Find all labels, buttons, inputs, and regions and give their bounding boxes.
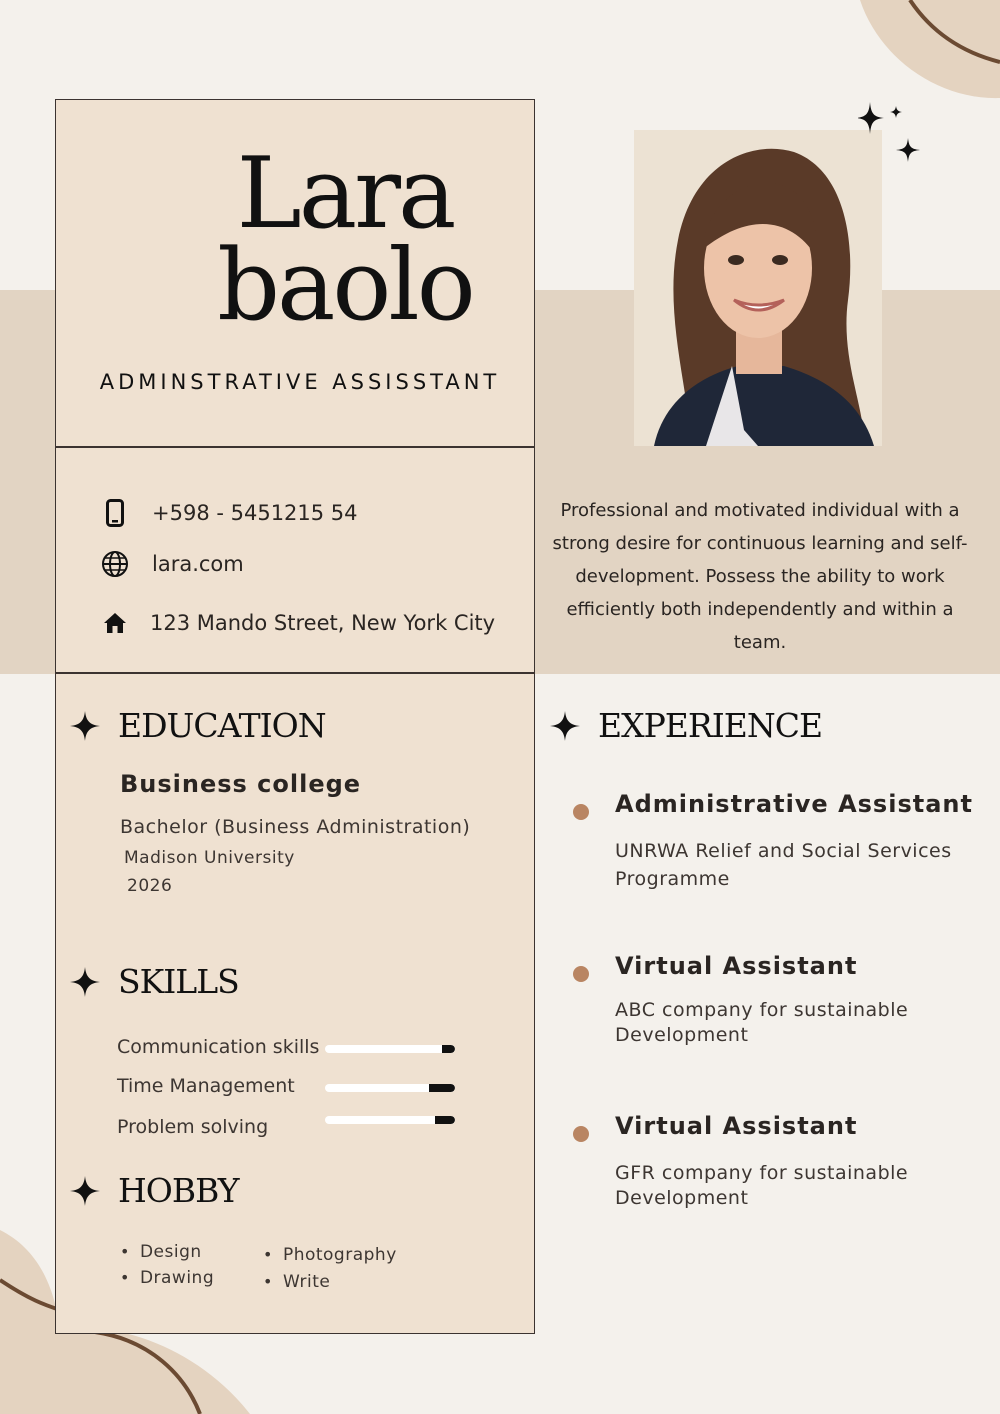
sparkle-cluster-icon	[858, 100, 924, 166]
bullet-dot	[573, 804, 589, 820]
skill-bar-fill	[435, 1116, 455, 1124]
hobby-item: • Write	[263, 1272, 330, 1292]
sparkle-star-icon	[70, 711, 100, 741]
hobby-heading	[70, 1171, 239, 1210]
hobby-item: • Design	[120, 1242, 202, 1262]
skill-bar-fill	[429, 1084, 455, 1092]
skill-label: Problem solving	[117, 1116, 269, 1138]
phone-icon	[100, 498, 130, 528]
hobby-item: • Photography	[263, 1245, 397, 1265]
education-heading	[70, 706, 326, 745]
experience-role: Administrative Assistant	[615, 790, 973, 818]
contact-address	[100, 608, 495, 638]
bullet-dot	[573, 966, 589, 982]
experience-item	[570, 790, 973, 900]
skills-title: SKILLS	[118, 962, 239, 1001]
candidate-name	[160, 137, 530, 343]
experience-role: Virtual Assistant	[615, 1112, 858, 1140]
contact-website	[100, 549, 244, 579]
address-text: 123 Mando Street, New York City	[150, 611, 496, 635]
experience-heading	[550, 706, 822, 745]
skill-row	[117, 1116, 467, 1144]
skill-bar	[325, 1084, 455, 1092]
decorative-blob-top-right	[840, 0, 1000, 110]
skill-label: Communication skills	[117, 1036, 320, 1058]
job-title: ADMINSTRATIVE ASSISSTANT	[99, 370, 501, 394]
phone-number: +598 - 5451215 54	[152, 501, 358, 525]
education-university: Madison University	[124, 848, 295, 868]
skill-row	[117, 1036, 467, 1064]
experience-role: Virtual Assistant	[615, 952, 858, 980]
skill-bar	[325, 1045, 455, 1053]
profile-photo	[634, 130, 882, 446]
skill-bar	[325, 1116, 455, 1124]
bullet-dot	[573, 1126, 589, 1142]
education-title: EDUCATION	[118, 706, 326, 745]
experience-org: ABC company for sustainable Development	[615, 999, 909, 1046]
hobby-item: • Drawing	[120, 1268, 214, 1288]
home-icon	[100, 608, 130, 638]
profile-summary: Professional and motivated individual with a strong desire for continuous learning and self-development. Possess the ability to work efficiently both independently and within a team.	[552, 500, 968, 653]
skills-heading	[70, 962, 239, 1001]
hobby-title: HOBBY	[118, 1171, 239, 1210]
skill-row	[117, 1075, 467, 1103]
experience-item	[570, 1112, 970, 1222]
sparkle-star-icon	[70, 967, 100, 997]
experience-org: GFR company for sustainable Development	[615, 1162, 909, 1209]
skill-bar-fill	[442, 1045, 455, 1053]
website-link[interactable]: lara.com	[152, 552, 244, 576]
education-degree: Bachelor (Business Administration)	[120, 816, 471, 838]
contact-divider	[55, 672, 535, 674]
header-divider	[55, 446, 535, 448]
sparkle-star-icon	[70, 1176, 100, 1206]
experience-org: UNRWA Relief and Social Services Programme	[615, 840, 952, 890]
skill-label: Time Management	[117, 1075, 295, 1097]
experience-title: EXPERIENCE	[598, 706, 823, 745]
globe-icon	[100, 549, 130, 579]
sparkle-star-icon	[550, 711, 580, 741]
name-first: Lara	[236, 137, 454, 251]
education-school: Business college	[120, 770, 362, 798]
contact-phone	[100, 498, 358, 528]
education-year: 2026	[127, 876, 173, 896]
experience-item	[570, 952, 970, 1052]
name-last: baolo	[217, 229, 473, 343]
